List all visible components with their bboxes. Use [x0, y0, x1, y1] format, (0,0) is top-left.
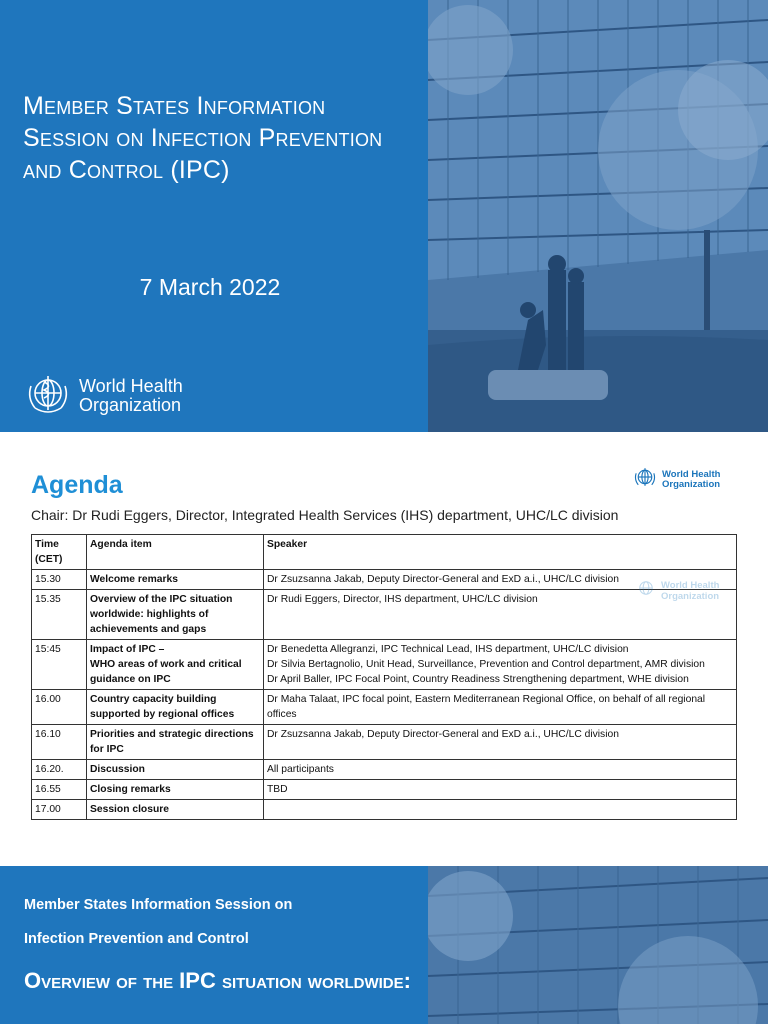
who-logo [23, 368, 183, 423]
row-item: Impact of IPC – WHO areas of work and critical guidance on IPC [87, 640, 264, 690]
overview-heading: Overview of the IPC situation worldwide: [24, 968, 411, 993]
row-item: Discussion [87, 760, 264, 780]
row-time: 16.10 [32, 725, 87, 760]
who-logo-line1: World Health [79, 375, 183, 396]
who-logo-line2: Organization [79, 394, 182, 415]
table-row [32, 590, 737, 640]
row-time: 16.00 [32, 690, 87, 725]
row-speaker: Dr Zsuzsanna Jakab, Deputy Director-General and ExD a.i., UHC/LC division [264, 570, 737, 590]
agenda-heading: Agenda [31, 471, 123, 499]
row-time: 17.00 [32, 800, 87, 820]
who-logo-line2: Organization [662, 478, 721, 490]
building-photo [428, 866, 768, 1024]
who-emblem-icon [23, 368, 73, 423]
overview-subtitle-line2: Infection Prevention and Control [24, 931, 249, 947]
row-time: 16.55 [32, 780, 87, 800]
table-row [32, 725, 737, 760]
who-watermark: World Health Organization [634, 576, 719, 605]
table-row [32, 640, 737, 690]
agenda-table [31, 534, 737, 820]
row-speaker: Dr Rudi Eggers, Director, IHS department, UHC/LC division [264, 590, 737, 640]
row-speaker: All participants [264, 760, 737, 780]
row-time: 15.30 [32, 570, 87, 590]
header-speaker: Speaker [264, 535, 737, 570]
session-date: 7 March 2022 [139, 274, 281, 300]
row-speaker: Dr Maha Talaat, IPC focal point, Eastern Mediterranean Regional Office, on behalf of all regional offices [264, 690, 737, 725]
title-slide [0, 0, 768, 432]
who-emblem-icon [634, 576, 658, 605]
row-time: 16.20. [32, 760, 87, 780]
row-speaker [264, 800, 737, 820]
row-item: Session closure [87, 800, 264, 820]
agenda-slide [0, 433, 768, 865]
who-emblem-icon [632, 464, 658, 495]
building-photo [428, 0, 768, 432]
table-row [32, 800, 737, 820]
table-header-row [32, 535, 737, 570]
row-time: 15.35 [32, 590, 87, 640]
table-row [32, 760, 737, 780]
session-title: Member States Information Session on Infection Prevention and Control (IPC) [23, 92, 383, 184]
overview-slide [0, 866, 768, 1024]
table-row [32, 780, 737, 800]
row-speaker: TBD [264, 780, 737, 800]
header-time: Time (CET) [32, 535, 87, 570]
row-item: Overview of the IPC situation worldwide: highlights of achievements and gaps [87, 590, 264, 640]
who-logo-small [632, 464, 720, 495]
table-row [32, 690, 737, 725]
row-time: 15:45 [32, 640, 87, 690]
overview-subtitle-line1: Member States Information Session on [24, 897, 293, 913]
row-speaker: Dr Zsuzsanna Jakab, Deputy Director-General and ExD a.i., UHC/LC division [264, 725, 737, 760]
row-item: Priorities and strategic directions for IPC [87, 725, 264, 760]
row-item: Country capacity building supported by regional offices [87, 690, 264, 725]
row-item: Welcome remarks [87, 570, 264, 590]
table-row [32, 570, 737, 590]
who-logo-line1: World Health [662, 468, 721, 480]
chair-line: Chair: Dr Rudi Eggers, Director, Integrated Health Services (IHS) department, UHC/LC division [31, 507, 619, 523]
header-agenda-item: Agenda item [87, 535, 264, 570]
row-item: Closing remarks [87, 780, 264, 800]
row-speaker: Dr Benedetta Allegranzi, IPC Technical Lead, IHS department, UHC/LC division Dr Silvia Bertagnolio, Unit Head, Surveillance, Prevention and Control department, AMR division Dr April Baller, IPC Focal Point, Country Readiness Strengthening department, WHE division [264, 640, 737, 690]
